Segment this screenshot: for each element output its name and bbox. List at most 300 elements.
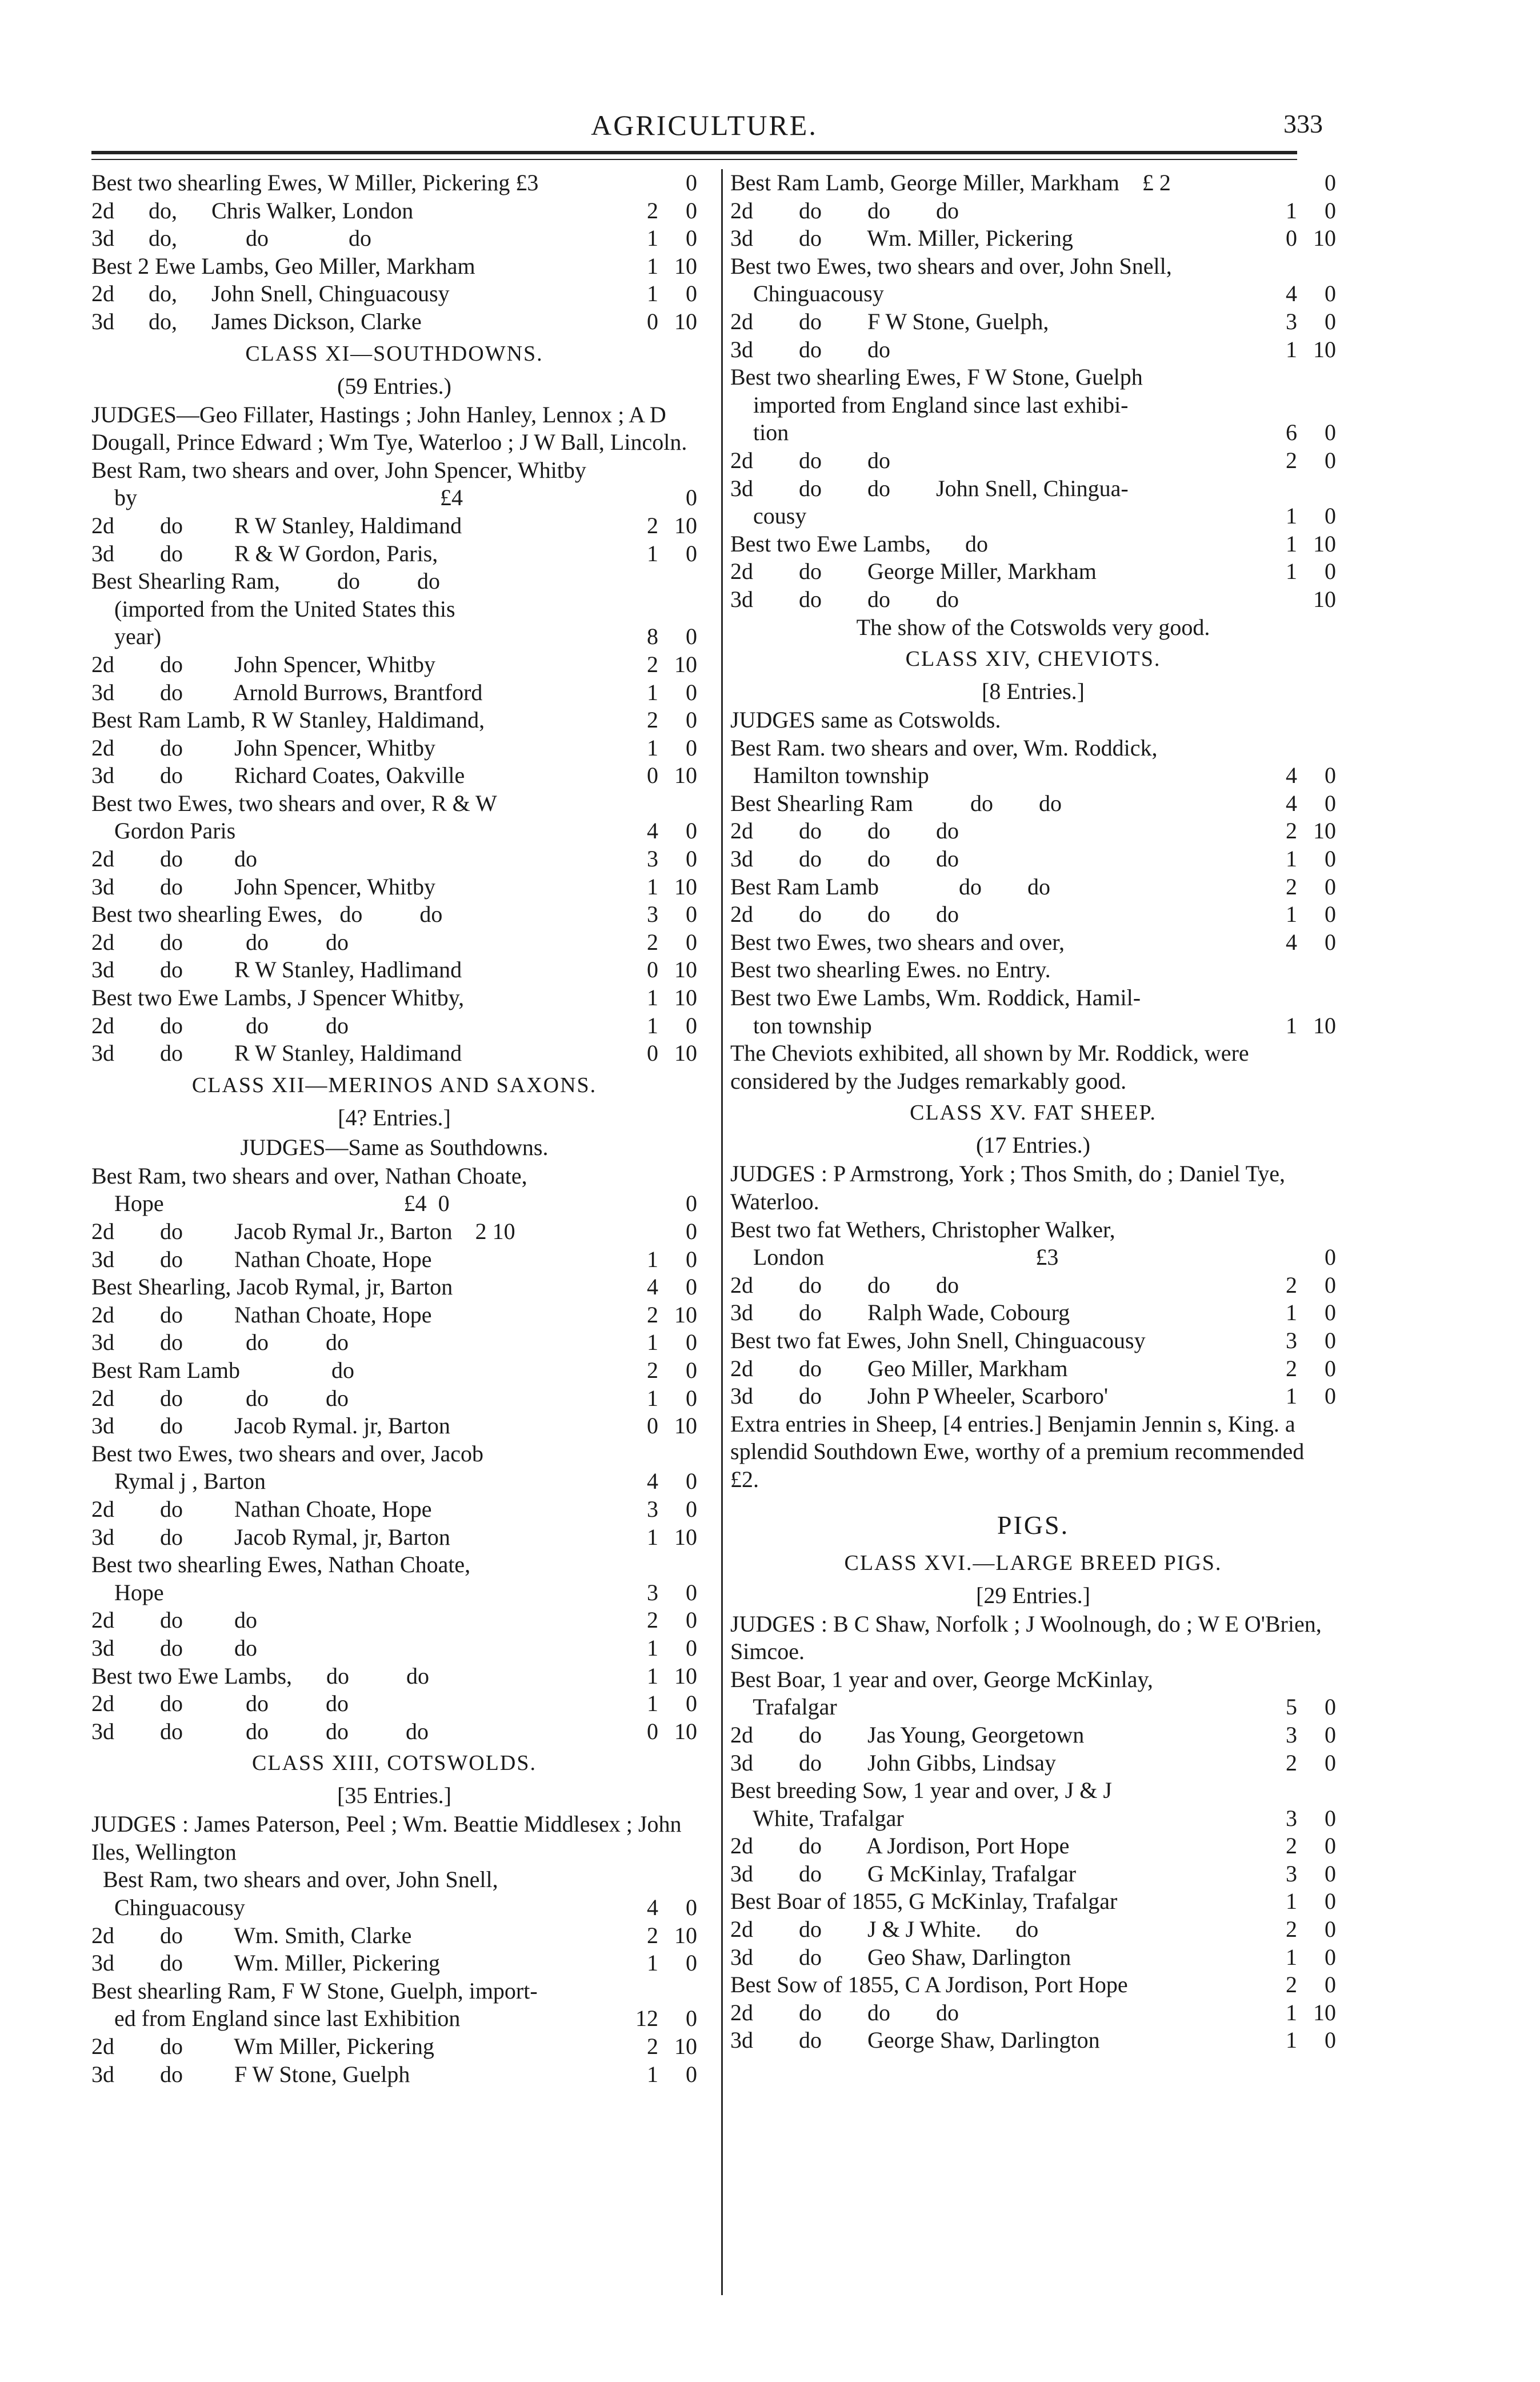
prize-shillings xyxy=(1297,1216,1336,1244)
prize-line xyxy=(91,1329,697,1357)
prize-line xyxy=(730,336,1336,364)
prize-shillings: 0 xyxy=(686,679,697,705)
prize-pounds: 1 xyxy=(647,1662,658,1689)
prize-shillings: 10 xyxy=(674,873,697,900)
prize-pounds: 4 xyxy=(1286,762,1297,789)
prize-line xyxy=(730,280,1336,308)
prize-entry: Best shearling Ram, F W Stone, Guelph, import- xyxy=(91,1977,538,2004)
prize-line xyxy=(730,1012,1336,1040)
prize-line xyxy=(730,1832,1336,1860)
prize-pounds: 2 xyxy=(647,2033,658,2060)
prize-line xyxy=(91,1949,697,1977)
prize-entry: 2d do Nathan Choate, Hope xyxy=(91,1496,432,1522)
prize-entry: 2d do do xyxy=(730,447,890,473)
prize-pounds: 1 xyxy=(1286,1383,1297,1409)
prize-shillings xyxy=(1297,984,1336,1012)
prize-entry: Best Shearling, Jacob Rymal, jr, Barton xyxy=(91,1274,453,1300)
prize-shillings xyxy=(658,790,697,818)
prize-line xyxy=(730,873,1336,901)
prize-entry: 3d do do xyxy=(730,336,890,362)
prize-entry: Best two fat Ewes, John Snell, Chinguacousy xyxy=(730,1327,1146,1353)
prize-shillings: 10 xyxy=(674,762,697,789)
prize-pounds: 1 xyxy=(1286,558,1297,585)
prize-pounds: 2 xyxy=(1286,1749,1297,1776)
prize-shillings: 0 xyxy=(1325,1916,1336,1943)
prize-entry: 3d do Richard Coates, Oakville xyxy=(91,762,465,789)
prize-line xyxy=(91,1690,697,1718)
prize-entry: Hope xyxy=(91,1579,164,1605)
prize-shillings: 0 xyxy=(686,485,697,511)
prize-line xyxy=(91,1866,697,1894)
paragraph: JUDGES : James Paterson, Peel ; Wm. Beattie Middlesex ; John Iles, Wellington xyxy=(91,1811,682,1865)
prize-shillings: 0 xyxy=(686,1357,697,1383)
prize-line xyxy=(91,956,697,984)
prize-shillings: 10 xyxy=(674,512,697,538)
prize-pounds: 3 xyxy=(1286,1860,1297,1887)
prize-pounds xyxy=(622,790,658,818)
prize-shillings: 0 xyxy=(686,901,697,928)
prize-shillings: 0 xyxy=(1325,281,1336,307)
prize-entry: 2d do do do xyxy=(91,1690,349,1717)
prize-pounds xyxy=(1261,984,1297,1012)
prize-shillings: 0 xyxy=(1325,558,1336,585)
prize-pounds xyxy=(1261,1216,1297,1244)
remark: The show of the Cotswolds very good. xyxy=(856,614,1210,640)
prize-pounds: 1 xyxy=(1286,336,1297,362)
prize-entry: 3d do Geo Shaw, Darlington xyxy=(730,1944,1071,1970)
prize-line xyxy=(730,1971,1336,1999)
prize-line xyxy=(91,2033,697,2061)
prize-entry: Best Sow of 1855, C A Jordison, Port Hope xyxy=(730,1972,1128,1998)
prize-shillings: 0 xyxy=(1325,419,1336,446)
prize-line xyxy=(730,363,1336,391)
prize-shillings: 10 xyxy=(674,957,697,983)
prize-shillings: 0 xyxy=(686,818,697,844)
prize-shillings: 0 xyxy=(686,1190,697,1217)
prize-shillings: 0 xyxy=(1325,2027,1336,2053)
prize-entry: 2d do do do xyxy=(730,818,959,844)
prize-pounds xyxy=(622,484,658,512)
prize-line xyxy=(730,447,1336,475)
prize-entry: Best 2 Ewe Lambs, Geo Miller, Markham xyxy=(91,253,475,279)
prize-pounds xyxy=(1261,734,1297,762)
prize-pounds: 0 xyxy=(647,1413,658,1439)
prize-line xyxy=(91,790,697,818)
prize-shillings xyxy=(1297,1777,1336,1805)
prize-entry: 3d do F W Stone, Guelph xyxy=(91,2061,410,2087)
prize-line xyxy=(91,1301,697,1329)
prize-line xyxy=(730,253,1336,281)
prize-entry: 2d do, Chris Walker, London xyxy=(91,197,414,223)
class-heading: CLASS XI—SOUTHDOWNS. xyxy=(245,341,543,366)
prize-entry: tion xyxy=(730,419,789,446)
prize-line xyxy=(91,651,697,679)
prize-pounds: 8 xyxy=(647,624,658,650)
prize-line xyxy=(91,901,697,929)
prize-shillings: 0 xyxy=(1325,846,1336,872)
prize-entry: 2d do Wm. Smith, Clarke xyxy=(91,1922,412,1948)
prize-shillings xyxy=(1297,391,1336,419)
prize-pounds xyxy=(622,596,658,624)
page-number: 333 xyxy=(1283,109,1323,138)
prize-line xyxy=(91,1922,697,1950)
prize-shillings: 0 xyxy=(686,734,697,761)
prize-shillings: 0 xyxy=(1325,503,1336,529)
prize-line xyxy=(91,308,697,336)
prize-shillings: 0 xyxy=(686,624,697,650)
prize-pounds xyxy=(1261,253,1297,281)
prize-shillings: 0 xyxy=(686,1274,697,1300)
prize-line xyxy=(730,1355,1336,1383)
prize-pounds xyxy=(1261,586,1297,614)
prize-pounds: 0 xyxy=(647,762,658,789)
prize-entry: Rymal j , Barton xyxy=(91,1468,266,1494)
prize-pounds: 1 xyxy=(647,281,658,307)
prize-line xyxy=(730,1299,1336,1327)
prize-line xyxy=(91,929,697,957)
prize-entry: Best Ram. two shears and over, Wm. Roddick, xyxy=(730,734,1158,761)
prize-line xyxy=(730,169,1336,197)
header-rule-thick xyxy=(91,151,1297,154)
prize-entry: Hope £4 0 xyxy=(91,1190,450,1217)
prize-pounds: 1 xyxy=(647,1012,658,1038)
prize-entry: 2d do do do xyxy=(730,197,959,223)
prize-shillings: 0 xyxy=(686,1690,697,1717)
prize-line xyxy=(730,1382,1336,1410)
prize-pounds: 0 xyxy=(647,308,658,334)
prize-entry: Best two shearling Ewes, F W Stone, Guelph xyxy=(730,364,1143,390)
prize-entry: 2d do Geo Miller, Markham xyxy=(730,1355,1068,1381)
prize-entry: 3d do Ralph Wade, Cobourg xyxy=(730,1300,1070,1326)
right-column xyxy=(730,169,1336,2055)
prize-shillings: 0 xyxy=(686,225,697,251)
prize-pounds: 1 xyxy=(647,1246,658,1272)
prize-pounds xyxy=(622,1977,658,2005)
prize-entry: Best two shearling Ewes, do do xyxy=(91,901,443,928)
prize-shillings: 0 xyxy=(1325,1300,1336,1326)
prize-pounds: 1 xyxy=(647,1950,658,1976)
prize-entry: 2d do do xyxy=(91,846,257,872)
entries-note: [29 Entries.] xyxy=(976,1582,1090,1608)
prize-line xyxy=(730,225,1336,253)
prize-line xyxy=(91,2005,697,2033)
prize-entry: JUDGES same as Cotswolds. xyxy=(730,707,1001,733)
prize-line xyxy=(91,1162,697,1190)
prize-pounds: 1 xyxy=(1286,1012,1297,1038)
prize-pounds: 0 xyxy=(647,1040,658,1066)
prize-line xyxy=(730,1860,1336,1888)
running-title: AGRICULTURE. xyxy=(591,109,818,141)
prize-entry: Best Ram, two shears and over, Nathan Choate, xyxy=(91,1162,527,1189)
prize-entry: Best Ram, two shears and over, John Spencer, Whitby xyxy=(91,457,586,483)
prize-shillings: 0 xyxy=(1325,447,1336,473)
prize-shillings xyxy=(1297,475,1336,503)
prize-entry: (imported from the United States this xyxy=(91,596,455,622)
prize-entry: Gordon Paris xyxy=(91,818,236,844)
prize-shillings: 0 xyxy=(686,929,697,955)
prize-line xyxy=(730,1244,1336,1272)
prize-line xyxy=(91,679,697,707)
prize-pounds xyxy=(1261,391,1297,419)
prize-shillings xyxy=(658,1977,697,2005)
prize-pounds: 1 xyxy=(1286,1999,1297,2025)
prize-shillings: 0 xyxy=(1325,1694,1336,1720)
prize-entry: 3d do do xyxy=(91,1634,257,1661)
prize-entry: Hamilton township xyxy=(730,762,929,789)
prize-entry: 3d do G McKinlay, Trafalgar xyxy=(730,1860,1077,1887)
prize-line xyxy=(730,1916,1336,1944)
prize-shillings: 0 xyxy=(1325,1888,1336,1915)
prize-line xyxy=(91,596,697,624)
entries-note: [35 Entries.] xyxy=(337,1782,451,1809)
prize-shillings: 0 xyxy=(1325,790,1336,816)
prize-line xyxy=(730,1888,1336,1916)
prize-line xyxy=(730,984,1336,1012)
prize-pounds xyxy=(1261,363,1297,391)
prize-shillings: 0 xyxy=(1325,873,1336,900)
prize-line xyxy=(730,817,1336,845)
prize-line xyxy=(91,873,697,901)
prize-line xyxy=(91,1412,697,1440)
prize-shillings: 0 xyxy=(1325,762,1336,789)
prize-entry: imported from England since last exhibi- xyxy=(730,391,1129,418)
prize-shillings: 0 xyxy=(1325,1327,1336,1353)
prize-shillings: 0 xyxy=(686,281,697,307)
prize-entry: Best Shearling Ram, do do xyxy=(91,568,440,594)
prize-line xyxy=(730,790,1336,818)
prize-shillings: 0 xyxy=(686,1218,697,1244)
prize-entry: 2d do John Spencer, Whitby xyxy=(91,651,436,677)
prize-entry: 3d do R & W Gordon, Paris, xyxy=(91,540,438,566)
prize-pounds: 2 xyxy=(647,512,658,538)
class-heading: CLASS XV. FAT SHEEP. xyxy=(910,1101,1157,1125)
prize-shillings xyxy=(1297,253,1336,281)
prize-line xyxy=(91,197,697,225)
prize-pounds: 4 xyxy=(647,818,658,844)
prize-entry: 2d do Wm Miller, Pickering xyxy=(91,2033,434,2060)
prize-entry: Best two Ewe Lambs, Wm. Roddick, Hamil- xyxy=(730,985,1141,1011)
prize-line xyxy=(730,197,1336,225)
prize-entry: 2d do J & J White. do xyxy=(730,1916,1039,1943)
prize-entry: Best Ram, two shears and over, John Snell, xyxy=(91,1867,498,1893)
prize-entry: Best two shearling Ewes, W Miller, Pickering £3 xyxy=(91,170,539,195)
prize-shillings xyxy=(658,596,697,624)
prize-line xyxy=(91,457,697,485)
prize-entry: Best two Ewes, two shears and over, Jacob xyxy=(91,1440,484,1466)
prize-shillings: 0 xyxy=(686,2005,697,2032)
prize-pounds xyxy=(1261,475,1297,503)
prize-line xyxy=(730,845,1336,873)
prize-line xyxy=(730,1327,1336,1355)
prize-shillings: 0 xyxy=(686,707,697,733)
prize-shillings: 0 xyxy=(686,1634,697,1661)
prize-entry: 3d do John Spencer, Whitby xyxy=(91,873,436,900)
prize-shillings xyxy=(658,1440,697,1468)
prize-line xyxy=(91,1551,697,1579)
prize-entry: Best two Ewes, two shears and over, John Snell, xyxy=(730,253,1172,279)
prize-shillings: 0 xyxy=(686,1012,697,1038)
prize-entry: 2d do do do xyxy=(91,1385,349,1411)
prize-entry: Best breeding Sow, 1 year and over, J & J xyxy=(730,1777,1112,1804)
prize-shillings: 10 xyxy=(1313,818,1336,844)
section-heading: PIGS. xyxy=(997,1510,1070,1540)
prize-line xyxy=(730,1216,1336,1244)
prize-line xyxy=(91,1468,697,1496)
prize-shillings: 0 xyxy=(686,846,697,872)
prize-line xyxy=(91,540,697,568)
entries-note: JUDGES—Same as Southdowns. xyxy=(240,1134,549,1160)
prize-line xyxy=(730,734,1336,762)
entries-note: [4? Entries.] xyxy=(338,1104,451,1130)
prize-entry: 2d do A Jordison, Port Hope xyxy=(730,1833,1070,1859)
prize-pounds: 4 xyxy=(1286,790,1297,816)
prize-pounds: 2 xyxy=(1286,818,1297,844)
prize-line xyxy=(730,1666,1336,1694)
prize-shillings: 0 xyxy=(686,1496,697,1522)
prize-line xyxy=(91,1977,697,2005)
prize-line xyxy=(91,484,697,512)
prize-shillings: 0 xyxy=(686,1607,697,1633)
prize-entry: Best two Ewe Lambs, do do xyxy=(91,1662,430,1689)
prize-entry: 2d do F W Stone, Guelph, xyxy=(730,308,1049,334)
prize-line xyxy=(91,1385,697,1413)
prize-entry: 3d do Wm. Miller, Pickering xyxy=(91,1950,440,1976)
prize-shillings: 0 xyxy=(1325,929,1336,955)
prize-entry: 2d do R W Stanley, Haldimand xyxy=(91,512,462,538)
prize-pounds xyxy=(1261,1666,1297,1694)
prize-shillings: 10 xyxy=(1313,336,1336,362)
prize-line xyxy=(91,1218,697,1246)
prize-line xyxy=(730,1777,1336,1805)
prize-entry: Best Shearling Ram do do xyxy=(730,790,1062,816)
prize-line xyxy=(730,929,1336,957)
prize-pounds: 1 xyxy=(647,873,658,900)
prize-entry: 3d do John P Wheeler, Scarboro' xyxy=(730,1383,1109,1409)
prize-line xyxy=(730,586,1336,614)
prize-shillings: 10 xyxy=(674,2033,697,2060)
prize-entry: 3d do, James Dickson, Clarke xyxy=(91,308,422,334)
prize-line xyxy=(91,1606,697,1634)
prize-line xyxy=(91,2061,697,2089)
prize-pounds: 12 xyxy=(635,2005,658,2032)
prize-pounds: 1 xyxy=(647,1634,658,1661)
prize-shillings: 10 xyxy=(674,651,697,677)
prize-shillings: 10 xyxy=(674,1524,697,1550)
prize-line xyxy=(730,1272,1336,1300)
prize-shillings xyxy=(658,1866,697,1894)
paragraph: The Cheviots exhibited, all shown by Mr. Roddick, were considered by the Judges remarkably good. xyxy=(730,1040,1249,1094)
prize-entry: ton township xyxy=(730,1012,872,1038)
prize-line xyxy=(91,762,697,790)
prize-shillings: 10 xyxy=(1313,1012,1336,1038)
prize-pounds: 4 xyxy=(647,1274,658,1300)
prize-entry: 2d do Jas Young, Georgetown xyxy=(730,1721,1085,1748)
prize-pounds: 3 xyxy=(647,846,658,872)
prize-entry: 3d do Nathan Choate, Hope xyxy=(91,1246,432,1272)
prize-line xyxy=(730,502,1336,530)
prize-line xyxy=(91,225,697,253)
prize-pounds: 1 xyxy=(1286,1300,1297,1326)
prize-pounds: 2 xyxy=(647,929,658,955)
prize-pounds xyxy=(622,457,658,485)
prize-pounds: 3 xyxy=(1286,308,1297,334)
prize-pounds xyxy=(622,1551,658,1579)
prize-entry: Best two Ewe Lambs, do xyxy=(730,530,989,557)
prize-entry: 3d do do do do xyxy=(91,1718,429,1744)
prize-entry: 2d do do do xyxy=(730,1272,959,1298)
prize-line xyxy=(730,558,1336,586)
prize-pounds: 1 xyxy=(647,2061,658,2087)
prize-line xyxy=(91,1357,697,1385)
prize-line xyxy=(730,1944,1336,1972)
prize-pounds: 2 xyxy=(1286,1833,1297,1859)
prize-entry: 3d do John Gibbs, Lindsay xyxy=(730,1749,1056,1776)
prize-pounds: 5 xyxy=(1286,1694,1297,1720)
prize-shillings xyxy=(658,1551,697,1579)
prize-line xyxy=(730,308,1336,336)
prize-entry: Best Ram Lamb, George Miller, Markham £ 2 xyxy=(730,170,1171,195)
prize-entry: 3d do, do do xyxy=(91,225,371,251)
prize-shillings: 0 xyxy=(1325,1244,1336,1270)
prize-entry: 3d do Jacob Rymal. jr, Barton xyxy=(91,1413,450,1439)
prize-line xyxy=(730,391,1336,419)
prize-line xyxy=(91,1190,697,1218)
header-rule-thin xyxy=(91,159,1297,160)
prize-pounds: 4 xyxy=(1286,281,1297,307)
prize-pounds: 1 xyxy=(647,1524,658,1550)
prize-shillings: 10 xyxy=(674,1662,697,1689)
prize-shillings: 10 xyxy=(674,985,697,1011)
prize-shillings: 0 xyxy=(686,1950,697,1976)
prize-pounds: 3 xyxy=(647,1496,658,1522)
prize-shillings: 0 xyxy=(1325,1272,1336,1298)
prize-entry: Best Ram Lamb, R W Stanley, Haldimand, xyxy=(91,707,485,733)
prize-shillings: 0 xyxy=(1325,1944,1336,1970)
prize-entry: 2d do do do xyxy=(91,1012,349,1038)
prize-shillings: 0 xyxy=(1325,1805,1336,1831)
prize-entry: 3d do do do xyxy=(730,846,959,872)
prize-line xyxy=(730,1999,1336,2027)
prize-shillings: 0 xyxy=(686,1468,697,1494)
prize-entry: Trafalgar xyxy=(730,1694,837,1720)
prize-shillings xyxy=(1297,706,1336,734)
prize-line xyxy=(730,762,1336,790)
prize-shillings: 10 xyxy=(674,1040,697,1066)
prize-shillings xyxy=(1297,956,1336,984)
entries-note: [8 Entries.] xyxy=(982,678,1085,705)
prize-shillings: 0 xyxy=(1325,901,1336,928)
prize-pounds: 3 xyxy=(1286,1327,1297,1353)
class-heading: CLASS XIV, CHEVIOTS. xyxy=(905,647,1161,672)
prize-entry: 3d do Wm. Miller, Pickering xyxy=(730,225,1073,251)
prize-pounds: 4 xyxy=(647,1895,658,1921)
prize-line xyxy=(91,984,697,1012)
prize-line xyxy=(730,419,1336,447)
prize-pounds: 2 xyxy=(1286,1272,1297,1298)
prize-entry: cousy xyxy=(730,503,807,529)
prize-pounds: 4 xyxy=(647,1468,658,1494)
prize-entry: 3d do do do xyxy=(91,1329,349,1356)
prize-pounds: 1 xyxy=(647,734,658,761)
prize-line xyxy=(730,2027,1336,2055)
prize-shillings: 0 xyxy=(1325,1721,1336,1748)
prize-line xyxy=(91,817,697,845)
prize-pounds: 2 xyxy=(647,1357,658,1383)
prize-entry: ed from England since last Exhibition xyxy=(91,2005,461,2032)
prize-shillings xyxy=(1297,734,1336,762)
prize-pounds xyxy=(1261,1244,1297,1272)
prize-pounds: 1 xyxy=(1286,2027,1297,2053)
